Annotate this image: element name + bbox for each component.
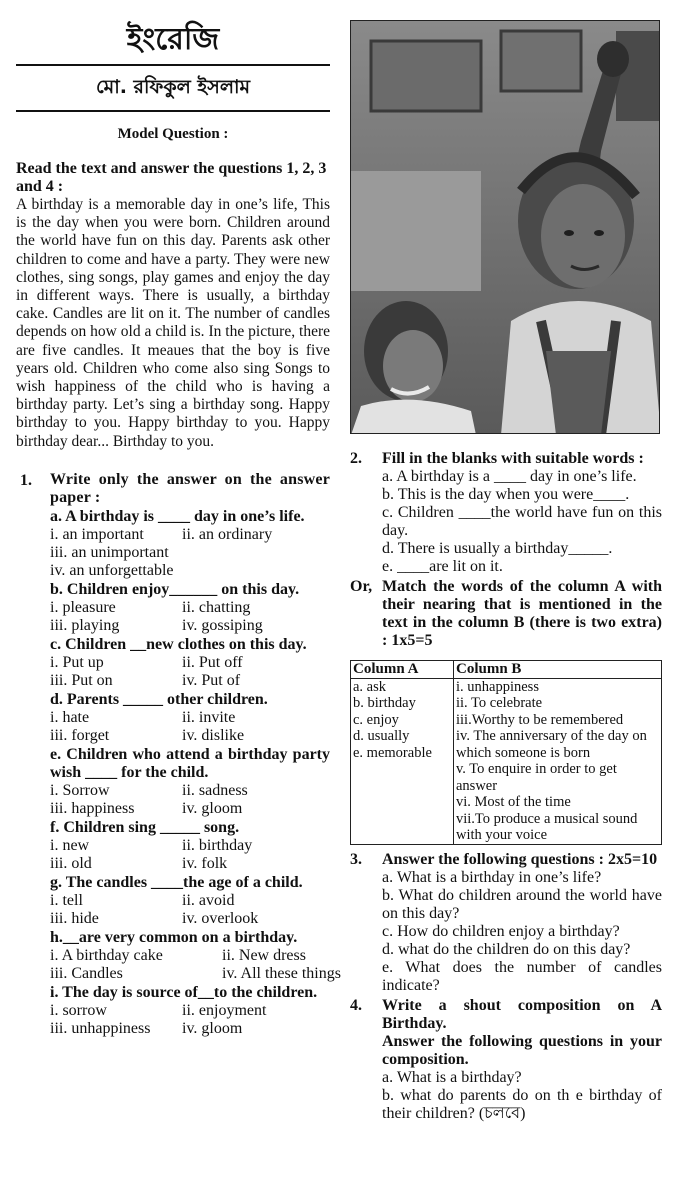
passage-text: A birthday is a memorable day in one’s life, This is the day when you were born. Children around the world have fun on this day. Parents ask other children to come and have a party. They were new clothes, sing songs, play games and enjoy the day in different ways. There is usually, a birthday cake. Candles are lit on it. The number of candles depends on how old a child is. In the picture, there are five candles. It meaues that the boy is five years old. Children who come also sing Songs to wish happiness of the child who is having a birthday party. Let’s sing a birthday song. Happy birthday to you. Happy birthday to you. Happy birthday dear... Birthday to you. bbox=[16, 196, 330, 450]
mcq-option: iv. gossiping bbox=[182, 616, 263, 634]
page-title: ইংরেজি bbox=[126, 22, 220, 57]
mcq-option: i. an important bbox=[50, 525, 144, 543]
mcq-option: ii. New dress bbox=[222, 946, 306, 964]
mcq-option: i. Sorrow bbox=[50, 781, 110, 799]
mcq-option: iv. gloom bbox=[182, 799, 243, 817]
mcq-option: iii. playing bbox=[50, 616, 120, 634]
fill-blank-item: c. Children ____the world have fun on this day. bbox=[382, 504, 662, 539]
question-number: 3. bbox=[350, 850, 362, 868]
mcq-options bbox=[50, 946, 341, 983]
mcq-options bbox=[50, 892, 330, 928]
column-b-item: iii.Worthy to be remembered bbox=[456, 711, 624, 728]
or-match-question bbox=[350, 578, 662, 650]
or-label: Or, bbox=[350, 578, 373, 595]
question-subheading: Answer the following questions in your composition. bbox=[382, 1032, 662, 1068]
short-question-item: d. what do the children do on this day? bbox=[382, 940, 631, 958]
mcq-options bbox=[50, 654, 330, 690]
mcq-option: ii. an ordinary bbox=[182, 525, 273, 543]
mcq-option: iii. hide bbox=[50, 909, 99, 927]
mcq-option: ii. chatting bbox=[182, 598, 251, 616]
short-question-item: c. How do children enjoy a birthday? bbox=[382, 922, 620, 940]
author-name: মো. রফিকুল ইসলাম bbox=[95, 76, 251, 98]
mcq-option: iv. All these things bbox=[222, 964, 341, 982]
right-column bbox=[350, 20, 662, 1123]
mcq-option: iii. unhappiness bbox=[50, 1019, 151, 1037]
mcq-question: c. Children __new clothes on this day. bbox=[50, 635, 307, 653]
classroom-photo bbox=[350, 20, 660, 434]
column-a-item: a. ask bbox=[353, 678, 387, 695]
match-instruction: Match the words of the column A with their nearing that is mentioned in the text in the column B (there is two extra) : 1x5=5 bbox=[382, 578, 662, 649]
column-a-item: c. enjoy bbox=[353, 711, 399, 728]
column-b-item: ii. To celebrate bbox=[456, 695, 543, 711]
photo-illustration bbox=[351, 21, 660, 434]
mcq-options bbox=[50, 782, 330, 818]
mcq-option: iv. gloom bbox=[182, 1019, 243, 1037]
author-divider bbox=[16, 110, 330, 112]
mcq-option: iii. forget bbox=[50, 726, 110, 744]
match-table bbox=[350, 660, 662, 845]
mcq-option: i. A birthday cake bbox=[50, 946, 163, 964]
mcq-question: b. Children enjoy______ on this day. bbox=[50, 580, 300, 598]
question-2 bbox=[350, 450, 662, 576]
mcq-question: e. Children who attend a birthday party wish ____ for the child. bbox=[50, 745, 330, 781]
fill-blank-item: b. This is the day when you were____. bbox=[382, 486, 630, 503]
mcq-option: i. Put up bbox=[50, 653, 104, 671]
question-heading: Answer the following questions : 2x5=10 bbox=[382, 850, 658, 868]
column-b-cell bbox=[454, 678, 662, 844]
mcq-options bbox=[50, 709, 330, 745]
mcq-option: iv. dislike bbox=[182, 726, 245, 744]
mcq-option: iv. an unforgettable bbox=[50, 561, 174, 579]
column-b-item: i. unhappiness bbox=[456, 678, 539, 695]
fill-blank-item: e. ____are lit on it. bbox=[382, 558, 503, 575]
left-column bbox=[16, 18, 341, 1038]
mcq-options bbox=[50, 599, 330, 635]
mcq-option: i. pleasure bbox=[50, 598, 116, 616]
question-3 bbox=[350, 851, 662, 995]
mcq-option: iii. old bbox=[50, 854, 92, 872]
mcq-option: ii. avoid bbox=[182, 891, 235, 909]
mcq-option: ii. sadness bbox=[182, 781, 248, 799]
mcq-option: i. hate bbox=[50, 708, 90, 726]
column-b-item: v. To enquire in order to get answer bbox=[456, 761, 617, 794]
mcq-option: iv. folk bbox=[182, 854, 228, 872]
column-b-item: vi. Most of the time bbox=[456, 794, 571, 810]
mcq-question: g. The candles ____the age of a child. bbox=[50, 873, 303, 891]
column-a-cell bbox=[351, 678, 454, 844]
question-heading: Write only the answer on the answer paper : bbox=[50, 470, 330, 506]
mcq-question: i. The day is source of__to the children. bbox=[50, 983, 318, 1001]
mcq-list bbox=[50, 507, 341, 1038]
mcq-options bbox=[50, 837, 330, 873]
mcq-question: f. Children sing _____ song. bbox=[50, 818, 240, 836]
mcq-options bbox=[50, 526, 330, 580]
mcq-option: iii. an unimportant bbox=[50, 543, 169, 561]
column-b-item: iv. The anniversary of the day on which someone is born bbox=[456, 728, 647, 761]
mcq-option: i. sorrow bbox=[50, 1001, 107, 1019]
question-number: 2. bbox=[350, 450, 362, 467]
column-a-header: Column A bbox=[351, 661, 454, 679]
model-question-label: Model Question : bbox=[117, 126, 229, 142]
column-b-item: vii.To produce a musical sound with your voice bbox=[456, 810, 638, 843]
mcq-option: i. tell bbox=[50, 891, 83, 909]
table-header-row bbox=[351, 661, 662, 679]
mcq-option: iv. Put of bbox=[182, 671, 241, 689]
column-b-header: Column B bbox=[454, 661, 662, 679]
mcq-question: h.__are very common on a birthday. bbox=[50, 928, 298, 946]
question-4 bbox=[350, 997, 662, 1123]
mcq-question: d. Parents _____ other children. bbox=[50, 690, 268, 708]
passage-heading: Read the text and answer the questions 1, 2, 3 and 4 : bbox=[16, 160, 327, 195]
question-1 bbox=[16, 470, 341, 1038]
column-a-item: d. usually bbox=[353, 728, 410, 744]
mcq-option: ii. enjoyment bbox=[182, 1001, 267, 1019]
question-number: 1. bbox=[20, 471, 32, 489]
question-number: 4. bbox=[350, 996, 362, 1014]
table-row bbox=[351, 678, 662, 844]
question-heading: Fill in the blanks with suitable words : bbox=[382, 450, 644, 467]
fill-blank-item: d. There is usually a birthday_____. bbox=[382, 540, 613, 557]
mcq-question: a. A birthday is ____ day in one’s life. bbox=[50, 507, 305, 525]
column-a-item: b. birthday bbox=[353, 695, 416, 711]
mcq-option: iv. overlook bbox=[182, 909, 259, 927]
short-question-item: a. What is a birthday in one’s life? bbox=[382, 868, 602, 886]
mcq-option: iii. Put on bbox=[50, 671, 113, 689]
mcq-option: i. new bbox=[50, 836, 90, 854]
composition-question-item: b. what do parents do on th e birthday of their children? (চলবে) bbox=[382, 1086, 662, 1122]
question-heading: Write a shout composition on A Birthday. bbox=[382, 996, 662, 1032]
fill-blank-item: a. A birthday is a ____ day in one’s life. bbox=[382, 468, 637, 485]
mcq-option: iii. Candles bbox=[50, 964, 123, 982]
short-question-item: e. What does the number of candles indicate? bbox=[382, 958, 662, 994]
mcq-option: ii. Put off bbox=[182, 653, 243, 671]
short-question-item: b. What do children around the world have on this day? bbox=[382, 886, 662, 922]
mcq-option: iii. happiness bbox=[50, 799, 135, 817]
mcq-options bbox=[50, 1002, 330, 1038]
column-a-item: e. memorable bbox=[353, 744, 432, 761]
mcq-option: ii. birthday bbox=[182, 836, 253, 854]
mcq-option: ii. invite bbox=[182, 708, 236, 726]
composition-question-item: a. What is a birthday? bbox=[382, 1068, 522, 1086]
